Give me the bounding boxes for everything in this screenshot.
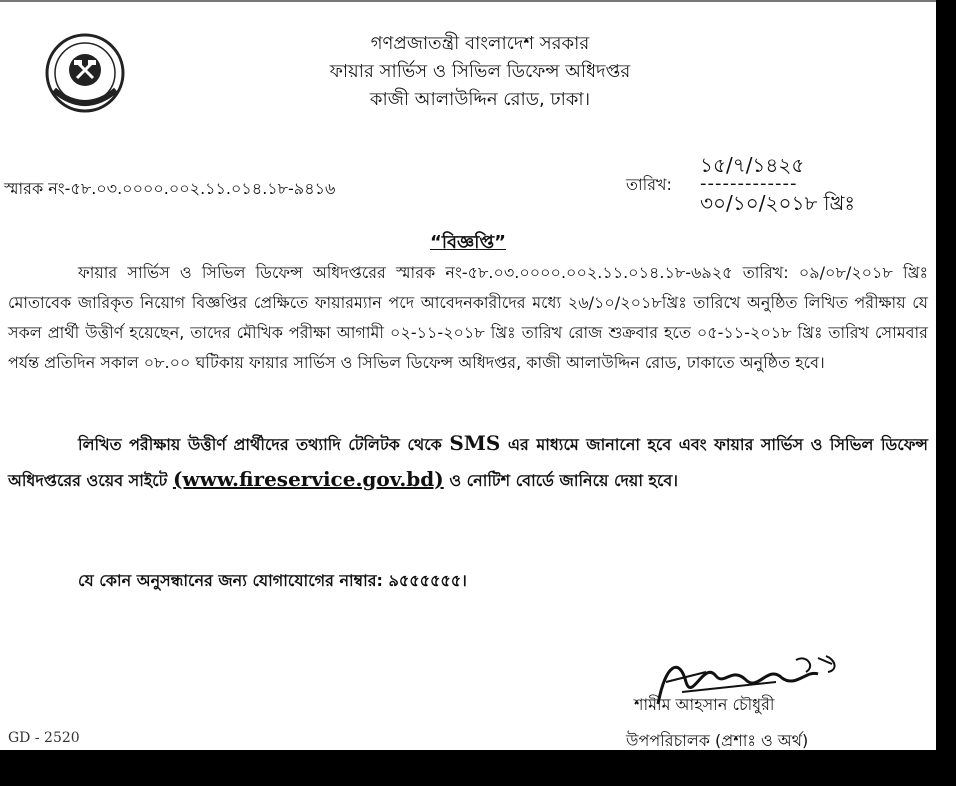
paragraph-2-text-c: ও নোটিশ বোর্ডে জানিয়ে দেয়া হবে। [449, 471, 679, 490]
notice-paragraph-1: ফায়ার সার্ভিস ও সিভিল ডিফেন্স অধিদপ্তরের স্মারক নং-৫৮.০৩.০০০০.০০২.১১.০১৪.১৮-৬৯২৫ তারিখ: ০৯/০৮/২০১৮ খ্রিঃ মোতাবেক জারিকৃত নিয়োগ বিজ্ঞপ্তির প্রেক্ষিতে ফায়ারম্যান পদে আবেদনকারীদের মধ্যে ২৬/১০/২০১৮খ্রিঃ তারিখে অনুষ্ঠিত লিখিত পরীক্ষায় যে সকল প্রার্থী উত্তীর্ণ হয়েছেন, তাদের মৌখিক পরীক্ষা আগামী ০২-১১-২০১৮ খ্রিঃ তারিখ রোজ শুক্রবার হতে ০৫-১১-২০১৮ খ্রিঃ তারিখ সোমবার পর্যন্ত প্রতিদিন সকাল ০৮.০০ ঘটিকায় ফায়ার সার্ভিস ও সিভিল ডিফেন্স অধিদপ্তর, কাজী আলাউদ্দিন রোড, ঢাকাতে অনুষ্ঠিত হবে। [8, 263, 928, 372]
department-name: ফায়ার সার্ভিস ও সিভিল ডিফেন্স অধিদপ্তর [329, 61, 631, 82]
signer-name: শামীম আহসান চৌধুরী [634, 695, 775, 714]
website-link[interactable]: (www.fireservice.gov.bd) [172, 467, 444, 491]
document-code: GD - 2520 [8, 730, 80, 746]
contact-number: যে কোন অনুসন্ধানের জন্য যোগাযোগের নাম্বার: ৯৫৫৫৫৫৫। [78, 571, 467, 590]
date-label: তারিখ: [626, 175, 672, 194]
paragraph-2-text-b: এর মাধ্যমে জানানো হবে এবং ফায়ার সার্ভিস ও সিভিল ডিফেন্স অধিদপ্তরের ওয়েব সাইটে [8, 435, 929, 490]
notice-paragraph-2 [8, 426, 928, 498]
government-name: গণপ্রজাতন্ত্রী বাংলাদেশ সরকার [370, 33, 590, 54]
date-separator: ------------- [700, 173, 798, 194]
paragraph-2-text-a: লিখিত পরীক্ষায় উত্তীর্ণ প্রার্থীদের তথ্যাদি টেলিটক থেকে [78, 435, 442, 454]
department-address: কাজী আলাউদ্দিন রোড, ঢাকা। [369, 89, 591, 110]
letterhead [200, 30, 760, 114]
sms-text: SMS [449, 431, 501, 455]
memo-number: স্মারক নং-৫৮.০৩.০০০০.০০২.১১.০১৪.১৮-৯৪১৬ [4, 179, 336, 198]
notice-heading: “বিজ্ঞপ্তি” [430, 232, 506, 253]
date-block [700, 152, 890, 216]
date-bangla: ১৫/৭/১৪২৫ [700, 153, 805, 177]
date-gregorian: ৩০/১০/২০১৮ খ্রিঃ [700, 191, 856, 215]
signer-title: উপপরিচালক (প্রশাঃ ও অর্থ) [626, 731, 809, 750]
fire-service-seal-icon [44, 32, 126, 114]
